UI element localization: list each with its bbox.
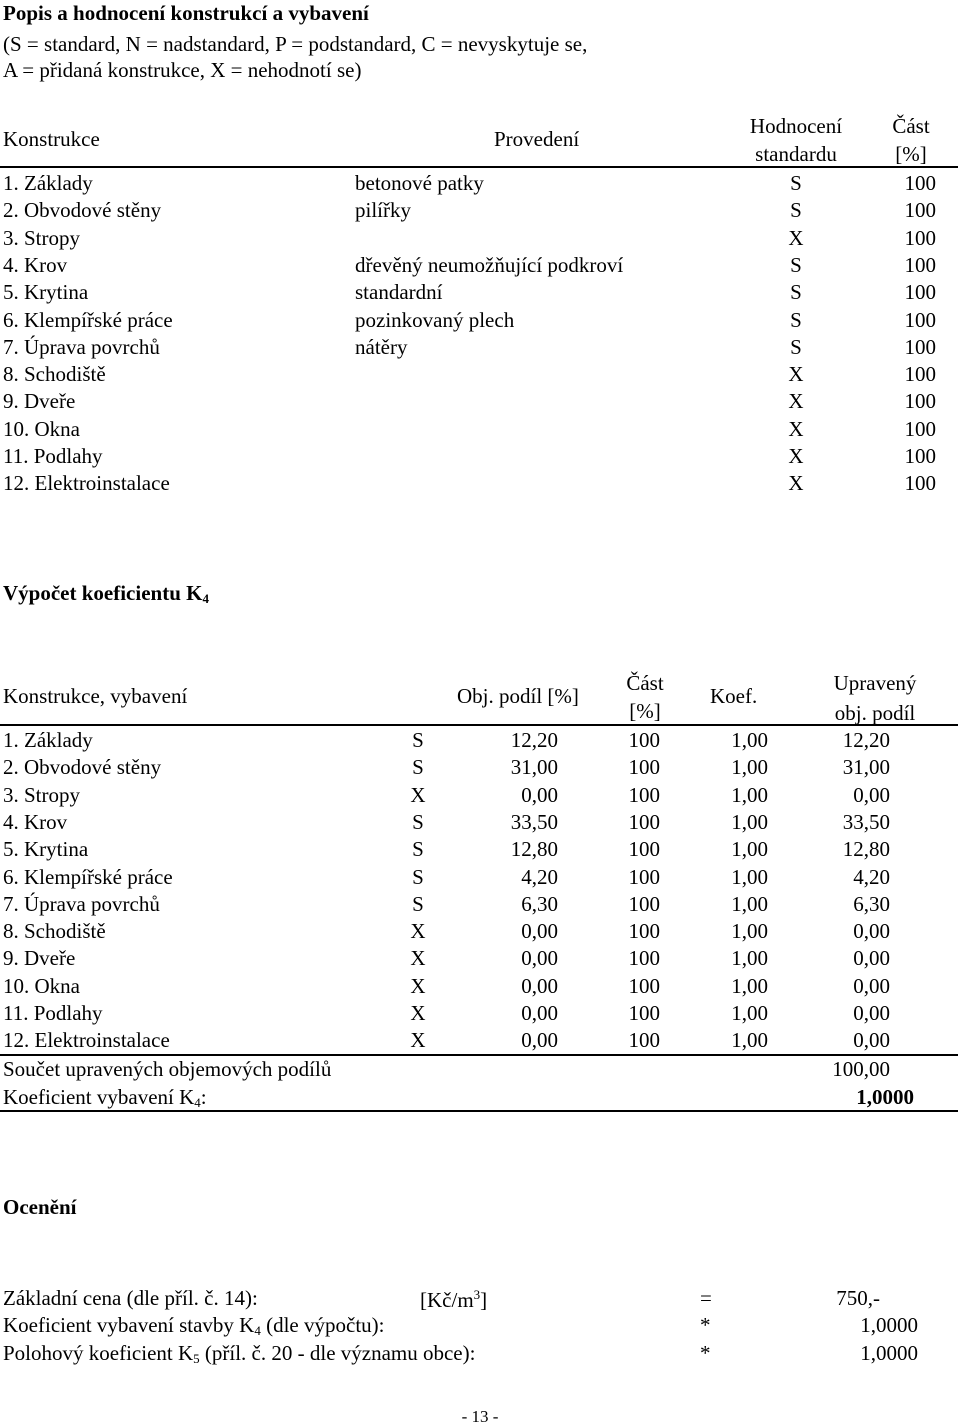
- row-provedeni: nátěry: [355, 334, 408, 359]
- k4-koef-label: [3, 1087, 207, 1109]
- row-konstrukce: 4. Krov: [3, 809, 68, 834]
- row-obj-podil: 0,00: [521, 782, 558, 807]
- row-koef: 1,00: [731, 728, 768, 752]
- oceneni-op-3: *: [700, 1341, 711, 1365]
- k4-koef-label-sub: 4: [194, 1095, 201, 1110]
- row-upraveny: 0,00: [853, 782, 890, 807]
- row-hodnoceni: X: [410, 782, 426, 807]
- row-cast: 100: [904, 307, 936, 332]
- legend-line-1: (S = standard, N = nadstandard, P = podstandard, C = nevyskytuje se,: [3, 32, 588, 56]
- row-koef: 1,00: [731, 1028, 768, 1053]
- k4-sum-label: Součet upravených objemových podílů: [3, 1057, 332, 1081]
- row-cast: 100: [628, 946, 660, 971]
- oceneni-label-3: [3, 1343, 475, 1365]
- k4-header-upraveny-2: obj. podíl: [834, 701, 916, 725]
- row-cast: 100: [904, 362, 936, 387]
- row-koef: 1,00: [731, 973, 768, 998]
- row-konstrukce: 9. Dveře: [3, 946, 76, 971]
- row-konstrukce: 12. Elektroinstalace: [3, 471, 170, 496]
- row-obj-podil: 12,80: [510, 837, 558, 862]
- row-cast: 100: [628, 728, 660, 752]
- row-obj-podil: 33,50: [510, 809, 558, 834]
- row-konstrukce: 2. Obvodové stěny: [3, 755, 162, 780]
- row-upraveny: 12,80: [842, 837, 890, 862]
- row-hodnoceni: S: [790, 334, 802, 359]
- oceneni-label-3-end: (příl. č. 20 - dle významu obce):: [199, 1341, 476, 1365]
- row-cast: 100: [628, 973, 660, 998]
- row-konstrukce: 7. Úprava povrchů: [3, 891, 160, 916]
- row-koef: 1,00: [731, 864, 768, 889]
- oceneni-label-2-end: (dle výpočtu):: [260, 1313, 385, 1337]
- row-hodnoceni: X: [410, 919, 426, 944]
- oceneni-label-2-sub: 4: [254, 1323, 261, 1338]
- k4-header-koef: Koef.: [710, 684, 758, 708]
- legend-line-2: A = přidaná konstrukce, X = nehodnotí se): [3, 58, 362, 82]
- row-konstrukce: 1. Základy: [3, 171, 93, 195]
- row-koef: 1,00: [731, 919, 768, 944]
- row-upraveny: 0,00: [853, 1028, 890, 1053]
- row-upraveny: 0,00: [853, 1001, 890, 1025]
- row-obj-podil: 31,00: [510, 755, 558, 780]
- row-cast: 100: [628, 891, 660, 916]
- k4-koef-rule: [0, 1110, 958, 1112]
- oceneni-value-2: 1,0000: [860, 1313, 918, 1337]
- oceneni-unit-sup: 3: [473, 1287, 481, 1302]
- row-provedeni: standardní: [355, 280, 443, 305]
- row-obj-podil: 0,00: [521, 973, 558, 998]
- row-cast: 100: [628, 919, 660, 944]
- row-hodnoceni: S: [412, 864, 424, 889]
- row-cast: 100: [904, 389, 936, 414]
- header-konstrukce: Konstrukce: [3, 127, 100, 151]
- row-upraveny: 0,00: [853, 973, 890, 998]
- row-upraveny: 33,50: [842, 809, 890, 834]
- row-hodnoceni: S: [412, 728, 424, 752]
- row-konstrukce: 6. Klempířské práce: [3, 307, 173, 332]
- row-konstrukce: 12. Elektroinstalace: [3, 1028, 170, 1053]
- k4-header-konstrukce: Konstrukce, vybavení: [3, 684, 188, 708]
- row-konstrukce: 7. Úprava povrchů: [3, 334, 160, 359]
- section2-title-text: Výpočet koeficientu K: [3, 581, 203, 605]
- k4-koef-label-colon: :: [200, 1085, 207, 1109]
- row-cast: 100: [904, 198, 936, 223]
- row-koef: 1,00: [731, 782, 768, 807]
- oceneni-label-2-text: Koeficient vybavení stavby K: [3, 1313, 255, 1337]
- row-hodnoceni: X: [788, 362, 804, 387]
- row-obj-podil: 0,00: [521, 946, 558, 971]
- row-koef: 1,00: [731, 837, 768, 862]
- row-cast: 100: [628, 837, 660, 862]
- oceneni-unit-1: [420, 1288, 487, 1311]
- oceneni-op-1: =: [700, 1286, 712, 1310]
- oceneni-unit-end: ]: [480, 1288, 488, 1312]
- row-cast: 100: [904, 280, 936, 305]
- row-hodnoceni: X: [788, 225, 804, 250]
- row-obj-podil: 12,20: [510, 728, 558, 752]
- row-hodnoceni: S: [412, 809, 424, 834]
- row-cast: 100: [628, 809, 660, 834]
- header-hodnoceni-1: Hodnocení: [749, 114, 843, 138]
- row-cast: 100: [904, 171, 936, 195]
- row-cast: 100: [904, 444, 936, 468]
- row-hodnoceni: S: [790, 307, 802, 332]
- section1-title: Popis a hodnocení konstrukcí a vybavení: [3, 1, 369, 25]
- row-hodnoceni: S: [412, 755, 424, 780]
- row-hodnoceni: X: [788, 471, 804, 496]
- row-konstrukce: 10. Okna: [3, 416, 80, 441]
- row-konstrukce: 2. Obvodové stěny: [3, 198, 162, 223]
- row-hodnoceni: X: [410, 946, 426, 971]
- oceneni-label-3-sub: 5: [193, 1351, 200, 1366]
- k4-header-cast-1: Část: [626, 671, 664, 695]
- row-cast: 100: [628, 755, 660, 780]
- row-konstrukce: 8. Schodiště: [3, 362, 106, 387]
- row-koef: 1,00: [731, 946, 768, 971]
- row-cast: 100: [904, 334, 936, 359]
- row-koef: 1,00: [731, 755, 768, 780]
- row-provedeni: betonové patky: [355, 171, 484, 195]
- row-cast: 100: [904, 416, 936, 441]
- row-hodnoceni: S: [790, 198, 802, 223]
- row-upraveny: 12,20: [842, 728, 890, 752]
- row-koef: 1,00: [731, 891, 768, 916]
- row-hodnoceni: S: [412, 837, 424, 862]
- section2-title-sub: 4: [202, 591, 209, 606]
- row-cast: 100: [628, 864, 660, 889]
- page-number: - 13 -: [461, 1407, 499, 1426]
- row-cast: 100: [904, 225, 936, 250]
- row-konstrukce: 9. Dveře: [3, 389, 76, 414]
- row-hodnoceni: S: [790, 171, 802, 195]
- row-provedeni: pozinkovaný plech: [355, 307, 515, 332]
- oceneni-value-3: 1,0000: [860, 1341, 918, 1365]
- header-hodnoceni-2: standardu: [755, 142, 837, 166]
- row-upraveny: 6,30: [853, 891, 890, 916]
- row-provedeni: pilířky: [355, 198, 411, 223]
- row-hodnoceni: X: [410, 973, 426, 998]
- row-koef: 1,00: [731, 809, 768, 834]
- row-cast: 100: [628, 1028, 660, 1053]
- row-obj-podil: 0,00: [521, 1001, 558, 1025]
- row-upraveny: 0,00: [853, 919, 890, 944]
- row-konstrukce: 5. Krytina: [3, 280, 89, 305]
- row-upraveny: 4,20: [853, 864, 890, 889]
- row-cast: 100: [628, 782, 660, 807]
- oceneni-op-2: *: [700, 1313, 711, 1337]
- k4-koef-value: 1,0000: [856, 1085, 914, 1109]
- oceneni-label-3-text: Polohový koeficient K: [3, 1341, 194, 1365]
- row-obj-podil: 4,20: [521, 864, 558, 889]
- row-upraveny: 31,00: [842, 755, 890, 780]
- row-obj-podil: 6,30: [521, 891, 558, 916]
- header-provedeni: Provedení: [494, 127, 580, 151]
- header-cast-2: [%]: [895, 142, 927, 166]
- row-konstrukce: 3. Stropy: [3, 225, 81, 250]
- row-obj-podil: 0,00: [521, 1028, 558, 1053]
- row-cast: 100: [904, 471, 936, 496]
- row-koef: 1,00: [731, 1001, 768, 1025]
- row-hodnoceni: X: [788, 416, 804, 441]
- k4-koef-label-text: Koeficient vybavení K: [3, 1085, 195, 1109]
- row-upraveny: 0,00: [853, 946, 890, 971]
- row-hodnoceni: X: [788, 389, 804, 414]
- k4-sum-rule: [0, 1054, 958, 1056]
- row-konstrukce: 6. Klempířské práce: [3, 864, 173, 889]
- header-rule: [0, 166, 958, 168]
- row-konstrukce: 10. Okna: [3, 973, 80, 998]
- row-hodnoceni: X: [788, 444, 804, 468]
- row-hodnoceni: S: [790, 252, 802, 277]
- header-cast-1: Část: [892, 114, 930, 138]
- k4-header-rule: [0, 724, 958, 726]
- section2-title: [3, 583, 209, 605]
- row-hodnoceni: S: [412, 891, 424, 916]
- row-konstrukce: 5. Krytina: [3, 837, 89, 862]
- oceneni-unit-text: [Kč/m: [420, 1288, 474, 1312]
- k4-sum-value: 100,00: [832, 1057, 890, 1081]
- k4-header-obj-podil: Obj. podíl [%]: [457, 684, 579, 708]
- row-cast: 100: [904, 252, 936, 277]
- oceneni-label-1: Základní cena (dle příl. č. 14):: [3, 1286, 258, 1310]
- row-konstrukce: 4. Krov: [3, 252, 68, 277]
- row-hodnoceni: S: [790, 280, 802, 305]
- k4-header-upraveny-1: Upravený: [833, 671, 917, 695]
- row-provedeni: dřevěný neumožňující podkroví: [355, 252, 624, 277]
- row-konstrukce: 1. Základy: [3, 728, 93, 752]
- row-konstrukce: 3. Stropy: [3, 782, 81, 807]
- row-konstrukce: 8. Schodiště: [3, 919, 106, 944]
- row-konstrukce: 11. Podlahy: [3, 1001, 103, 1025]
- row-hodnoceni: X: [410, 1001, 426, 1025]
- oceneni-label-2: [3, 1315, 384, 1337]
- k4-header-cast-2: [%]: [629, 699, 661, 723]
- row-cast: 100: [628, 1001, 660, 1025]
- row-obj-podil: 0,00: [521, 919, 558, 944]
- row-konstrukce: 11. Podlahy: [3, 444, 103, 468]
- oceneni-value-1: 750,-: [836, 1286, 880, 1310]
- row-hodnoceni: X: [410, 1028, 426, 1053]
- section3-title: Ocenění: [3, 1195, 77, 1219]
